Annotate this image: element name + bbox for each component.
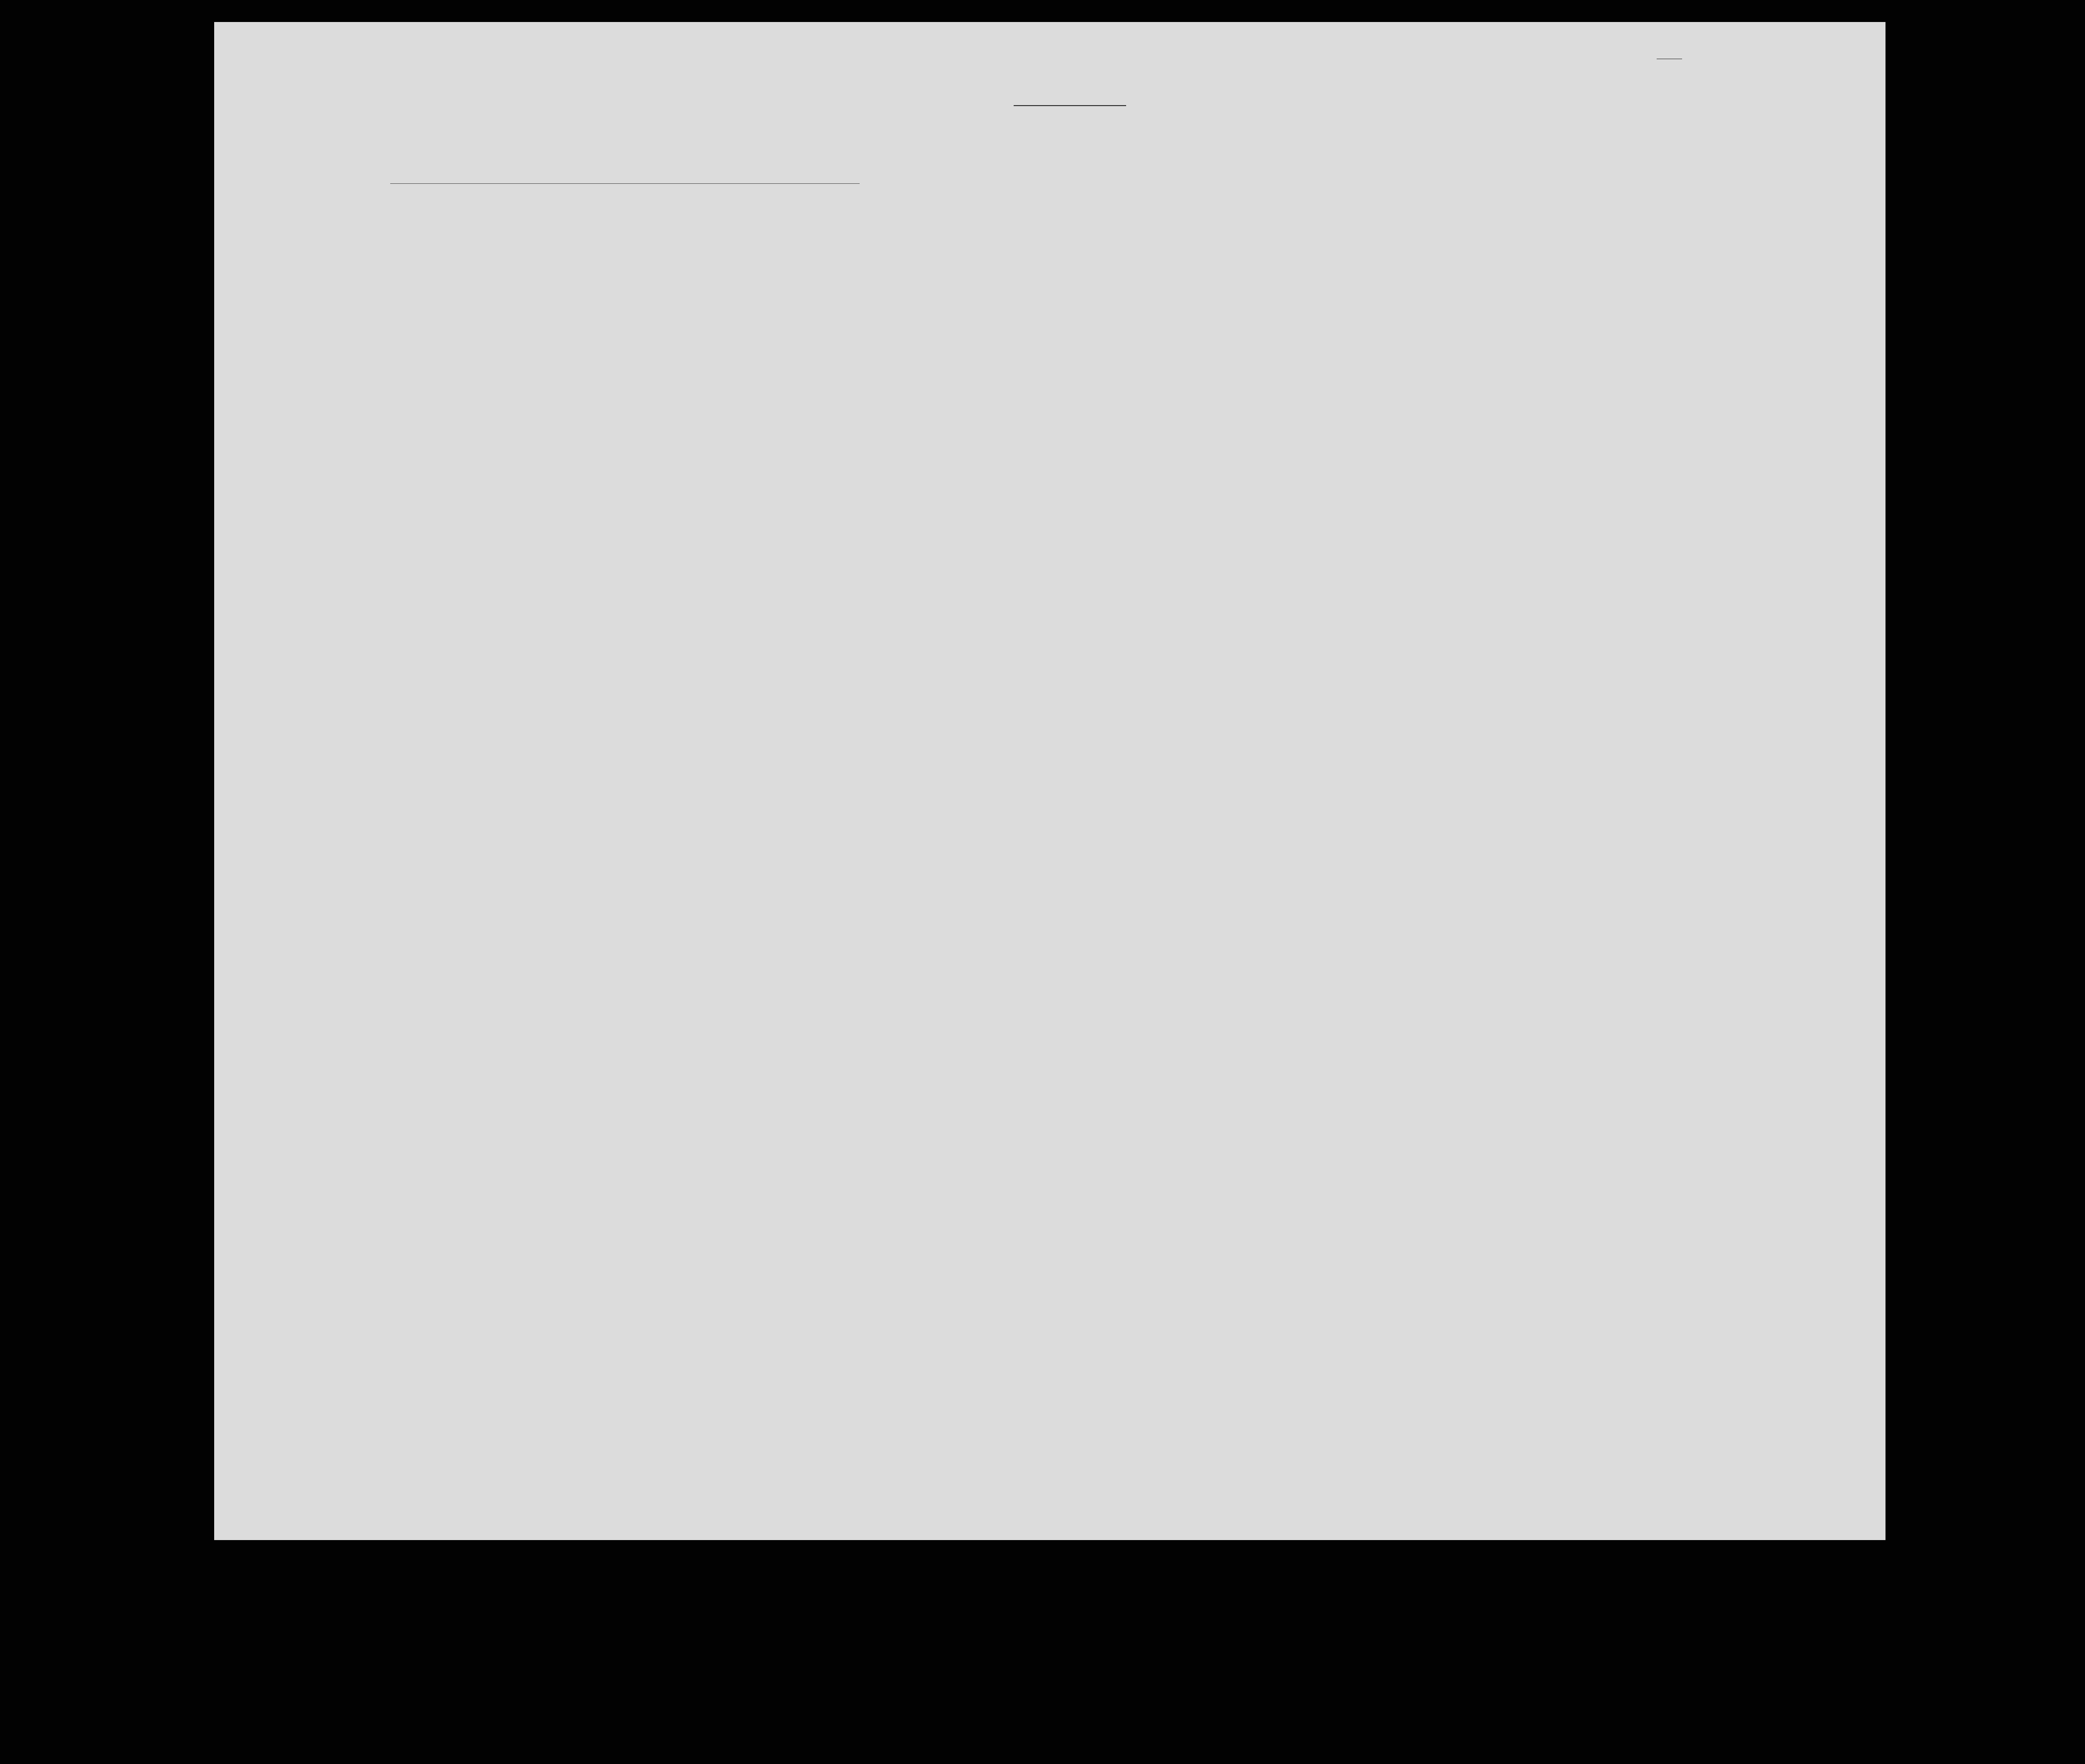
- sheet-number-value: [1657, 46, 1682, 59]
- sheet-number: [1657, 46, 1682, 59]
- vessel-underline: [390, 183, 860, 184]
- manifest-sheet: [214, 22, 1885, 1540]
- title-rule: [1014, 105, 1126, 106]
